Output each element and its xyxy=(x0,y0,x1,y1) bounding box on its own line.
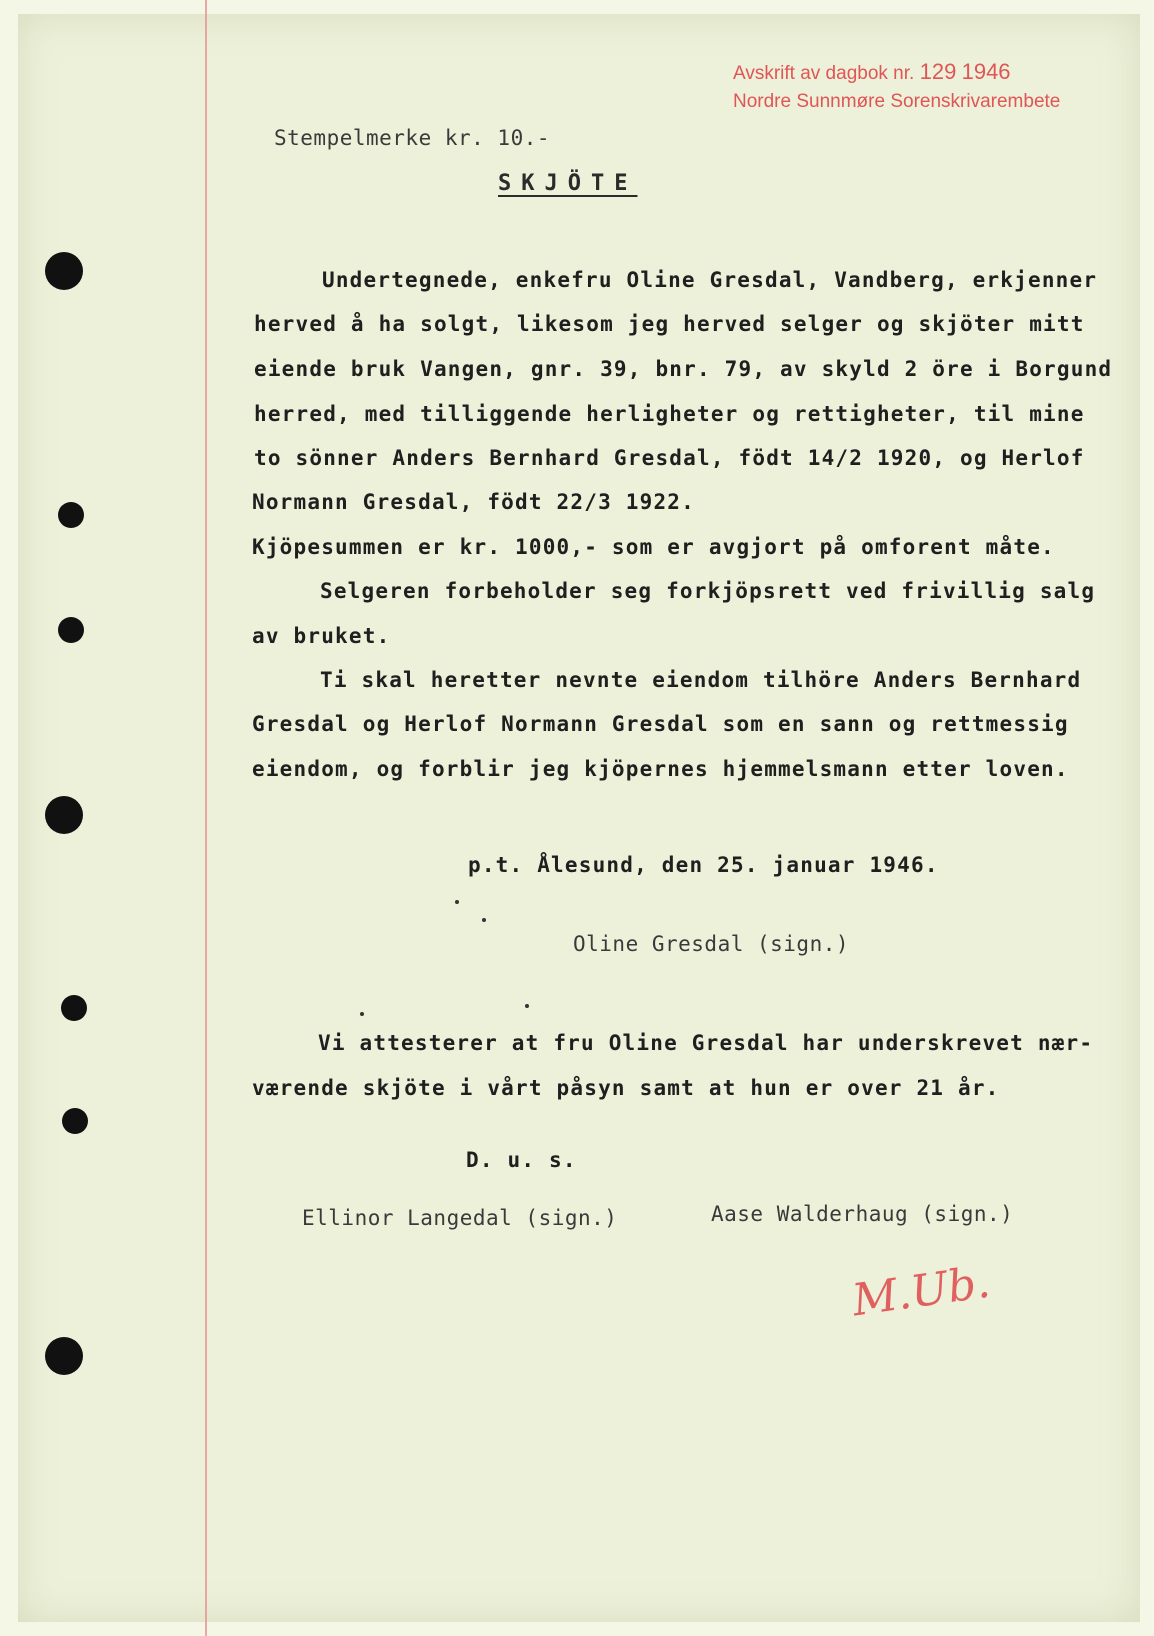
punch-hole-5 xyxy=(61,995,87,1021)
punch-hole-6 xyxy=(62,1108,88,1134)
stamp-year: 1946 xyxy=(961,59,1011,84)
punch-hole-3 xyxy=(58,617,84,643)
stamp-office: Nordre Sunnmøre Sorenskrivarembete xyxy=(733,91,1061,112)
ink-dot xyxy=(455,900,459,904)
body-line: Ti skal heretter nevnte eiendom tilhöre Anders Bernhard xyxy=(320,668,1082,692)
document-title: SKJÖTE xyxy=(498,171,638,196)
body-line: eiende bruk Vangen, gnr. 39, bnr. 79, av skyld 2 öre i Borgund xyxy=(254,357,1113,381)
punch-hole-2 xyxy=(58,502,84,528)
body-line: Kjöpesummen er kr. 1000,- som er avgjort på omforent måte. xyxy=(252,535,1055,559)
body-line: Undertegnede, enkefru Oline Gresdal, Vandberg, erkjenner xyxy=(322,268,1098,292)
body-line: herved å ha solgt, likesom jeg herved selger og skjöter mitt xyxy=(254,312,1085,336)
body-line: herred, med tilliggende herligheter og rettigheter, til mine xyxy=(254,402,1085,426)
registry-stamp xyxy=(733,58,1060,116)
document-page xyxy=(18,14,1140,1622)
margin-line xyxy=(205,0,207,1636)
stamp-prefix: Avskrift av dagbok nr. xyxy=(733,63,915,84)
ink-dot xyxy=(360,1012,364,1016)
punch-hole-7 xyxy=(45,1337,83,1375)
witness-2-signature: Aase Walderhaug (sign.) xyxy=(711,1202,1014,1226)
punch-hole-4 xyxy=(45,796,83,834)
body-line: Gresdal og Herlof Normann Gresdal som en sann og rettmessig xyxy=(252,712,1069,736)
attestation-line: værende skjöte i vårt påsyn samt at hun er over 21 år. xyxy=(252,1076,1000,1100)
handwritten-initials: M.Ub. xyxy=(849,1256,994,1327)
attestation-line: Vi attesterer at fru Oline Gresdal har underskrevet nær- xyxy=(318,1031,1094,1055)
ink-dot xyxy=(482,918,486,922)
witness-1-signature: Ellinor Langedal (sign.) xyxy=(302,1206,618,1230)
seller-signature: Oline Gresdal (sign.) xyxy=(573,932,850,956)
body-line: Normann Gresdal, födt 22/3 1922. xyxy=(252,490,695,514)
ink-dot xyxy=(525,1004,529,1008)
place-date: p.t. Ålesund, den 25. januar 1946. xyxy=(468,853,939,877)
stamp-duty: Stempelmerke kr. 10.- xyxy=(274,126,551,150)
body-line: to sönner Anders Bernhard Gresdal, födt 14/2 1920, og Herlof xyxy=(254,446,1085,470)
stamp-number: 129 xyxy=(919,59,957,84)
closing-dus: D. u. s. xyxy=(466,1148,577,1172)
punch-hole-1 xyxy=(45,252,83,290)
body-line: av bruket. xyxy=(252,624,391,648)
body-line: eiendom, og forblir jeg kjöpernes hjemmelsmann etter loven. xyxy=(252,757,1069,781)
body-line: Selgeren forbeholder seg forkjöpsrett ved frivillig salg xyxy=(320,579,1096,603)
